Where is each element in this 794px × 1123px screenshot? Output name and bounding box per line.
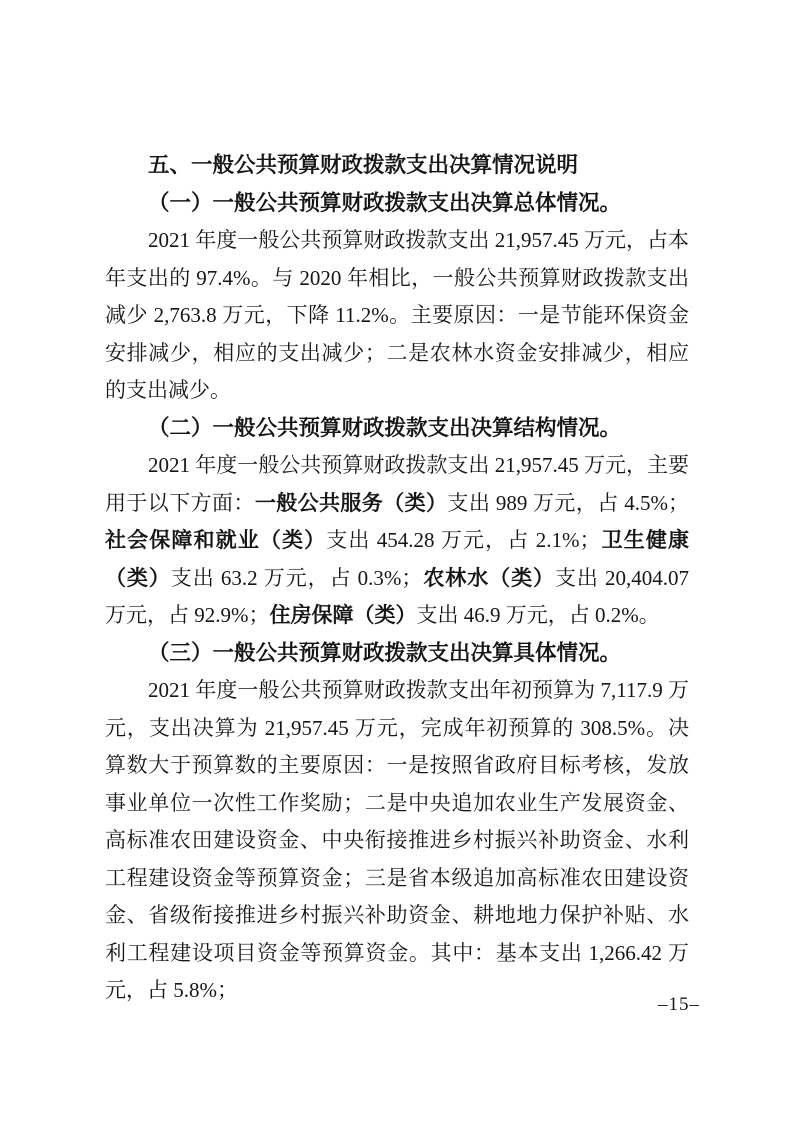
text-segment: 支出 454.28 万元，占 2.1%； [326,528,601,552]
paragraph-overall-situation: 2021 年度一般公共预算财政拨款支出 21,957.45 万元，占本年支出的 97.4%。与 2020 年相比，一般公共预算财政拨款支出减少 2,763.8 万元，下降 11.2%。主要原因：一是节能环保资金安排减少，相应的支出减少；二是农林水资金安排减少，相应的支出减少。 [105,228,689,402]
paragraph-specific-situation: 2021 年度一般公共预算财政拨款支出年初预算为 7,117.9 万元，支出决算为 21,957.45 万元，完成年初预算的 308.5%。决算数大于预算数的主要原因：一是按照省政府目标考核，发放事业单位一次性工作奖励；二是中央追加农业生产发展资金、高标准农田建设资金、中央衔接推进乡村振兴补助资金、水利工程建设资金等预算资金；三是省本级追加高标准农田建设资金、省级衔接推进乡村振兴补助资金、耕地地力保护补贴、水利工程建设项目资金等预算资金。其中：基本支出 1,266.42 万元，占 5.8%； [105,678,689,1002]
category-name-agriculture-forestry-water: 农林水（类） [422,565,555,590]
category-name-social-security-employment: 社会保障和就业（类） [105,528,327,552]
text-segment: 2021 年度一般公共预算财政拨款支出 21,957.45 万元，主要用于以下方面： [105,453,689,515]
subsection-heading-3: （三）一般公共预算财政拨款支出决算具体情况。 [148,640,622,665]
subsection-heading-1: （一）一般公共预算财政拨款支出决算总体情况。 [148,190,622,215]
text-segment: 支出 989 万元，占 4.5%； [447,490,690,515]
main-heading: 五、一般公共预算财政拨款支出决算情况说明 [148,153,579,177]
paragraph-expenditure-structure [105,447,689,635]
category-name-general-public-services: 一般公共服务（类） [254,490,448,515]
text-segment: 支出 63.2 万元，占 0.3%； [170,565,423,590]
category-name-housing-security: 住房保障（类） [269,603,417,627]
text-segment: 支出 20,404.07 万元，占 92.9%； [105,565,690,627]
category-name-health: 卫生健康（类） [105,528,690,590]
document-content [105,147,689,1010]
page-number: –15– [658,994,700,1015]
subsection-heading-2: （二）一般公共预算财政拨款支出决算结构情况。 [148,415,622,440]
text-segment: 支出 46.9 万元，占 0.2%。 [416,603,660,627]
